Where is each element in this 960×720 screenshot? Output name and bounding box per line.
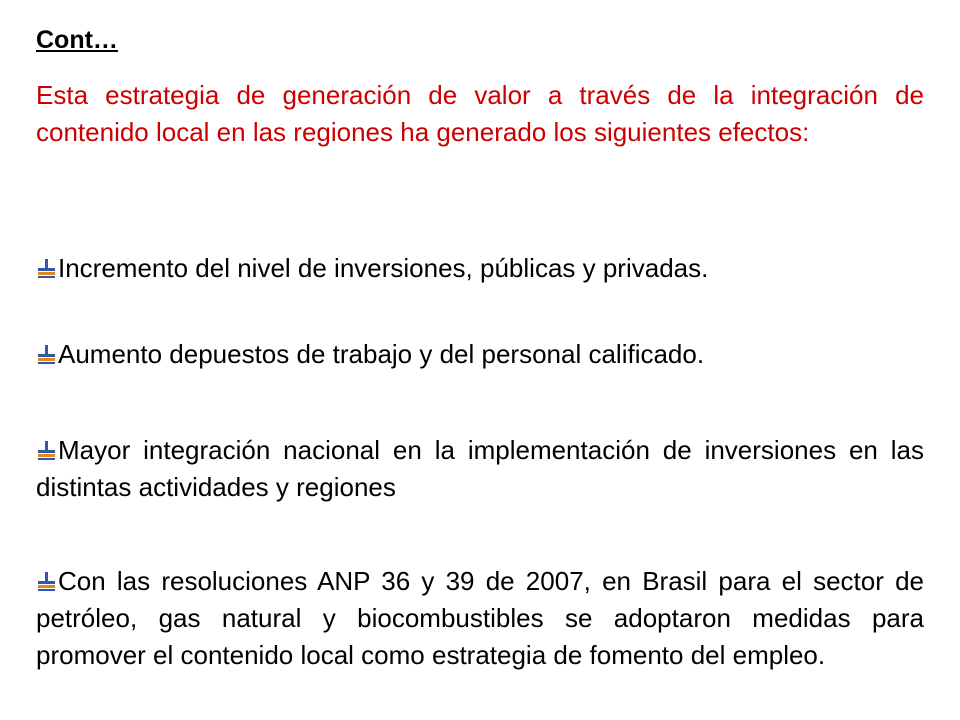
bullet-text-3: Mayor integración nacional en la implementación de inversiones en las distintas actividades y regiones [36, 435, 924, 502]
bullet-item-4 [36, 563, 924, 674]
bullet-text-1: Incremento del nivel de inversiones, públicas y privadas. [58, 253, 709, 283]
bullet-item-1 [36, 250, 924, 287]
bullet-text-2: Aumento depuestos de trabajo y del personal calificado. [58, 339, 705, 369]
bullet-item-2 [36, 336, 924, 373]
striped-arrow-bullet-icon [36, 439, 56, 461]
striped-arrow-bullet-icon [36, 343, 56, 365]
bullet-item-3 [36, 432, 924, 506]
intro-paragraph: Esta estrategia de generación de valor a través de la integración de contenido local en las regiones ha generado los siguientes efectos: [36, 80, 924, 147]
striped-arrow-bullet-icon [36, 257, 56, 279]
bullet-text-4: Con las resoluciones ANP 36 y 39 de 2007, en Brasil para el sector de petróleo, gas natural y biocombustibles se adoptaron medidas para promover el contenido local como estrategia de fomento del empleo. [36, 566, 924, 670]
striped-arrow-bullet-icon [36, 570, 56, 592]
slide-heading: Cont… [36, 26, 118, 54]
